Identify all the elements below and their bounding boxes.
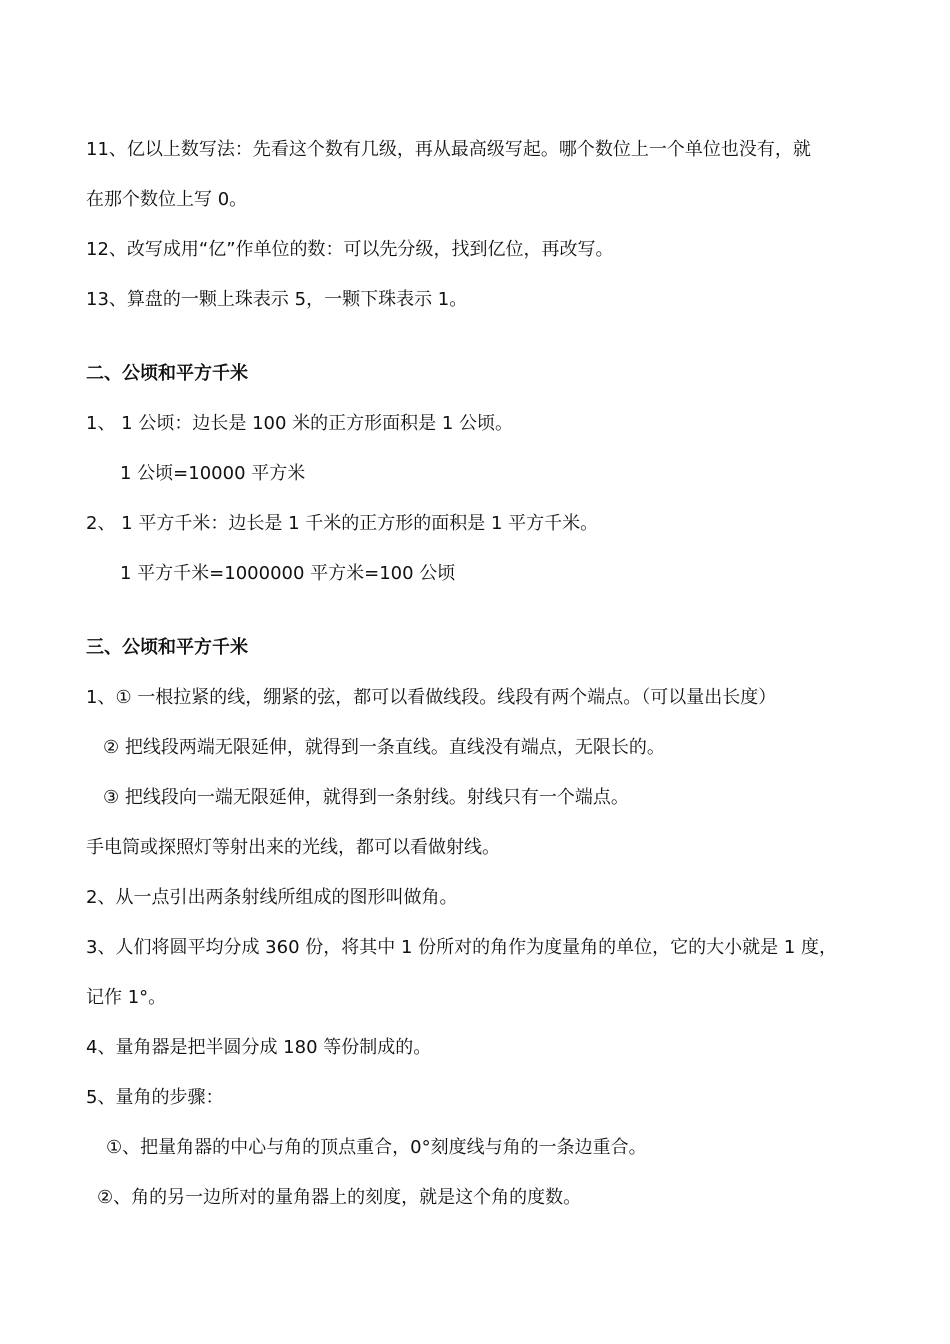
section-2-item-2: 2、 1 平方千米：边长是 1 千米的正方形的面积是 1 平方千米。 [86, 513, 599, 534]
section-2-item-2-formula: 1 平方千米=1000000 平方米=100 公顷 [120, 563, 456, 584]
section-3-item-2: 2、从一点引出两条射线所组成的图形叫做角。 [86, 887, 458, 908]
section-2-item-1: 1、 1 公顷：边长是 100 米的正方形面积是 1 公顷。 [86, 413, 514, 434]
section-2-heading: 二、公顷和平方千米 [86, 363, 248, 384]
section-3-item-4: 4、量角器是把半圆分成 180 等份制成的。 [86, 1037, 432, 1058]
section-3-item-1-a: 1、① 一根拉紧的线，绷紧的弦，都可以看做线段。线段有两个端点。（可以量出长度） [86, 687, 777, 708]
section-3-item-5-step-2: ②、角的另一边所对的量角器上的刻度，就是这个角的度数。 [97, 1187, 582, 1208]
section-2-item-1-formula: 1 公顷=10000 平方米 [120, 463, 306, 484]
section-3-item-3-line-1: 3、人们将圆平均分成 360 份，将其中 1 份所对的角作为度量角的单位，它的大小就是 1 度， [86, 937, 838, 958]
section-3-item-5-step-1: ①、把量角器的中心与角的顶点重合，0°刻度线与角的一条边重合。 [106, 1137, 647, 1158]
section-3-heading: 三、公顷和平方千米 [86, 637, 248, 658]
section-3-item-3-line-2: 记作 1°。 [86, 987, 167, 1008]
item-13: 13、算盘的一颗上珠表示 5，一颗下珠表示 1。 [86, 289, 468, 310]
section-3-item-5: 5、量角的步骤： [86, 1087, 224, 1108]
section-3-item-1-b: ② 把线段两端无限延伸，就得到一条直线。直线没有端点，无限长的。 [103, 737, 665, 758]
section-3-item-1-c: ③ 把线段向一端无限延伸，就得到一条射线。射线只有一个端点。 [103, 787, 629, 808]
section-3-item-1-d: 手电筒或探照灯等射出来的光线，都可以看做射线。 [86, 837, 500, 858]
item-11-line-1: 11、亿以上数写法：先看这个数有几级，再从最高级写起。哪个数位上一个单位也没有，就 [86, 139, 811, 160]
item-11-line-2: 在那个数位上写 0。 [86, 189, 248, 210]
item-12: 12、改写成用“亿”作单位的数：可以先分级，找到亿位，再改写。 [86, 239, 614, 260]
